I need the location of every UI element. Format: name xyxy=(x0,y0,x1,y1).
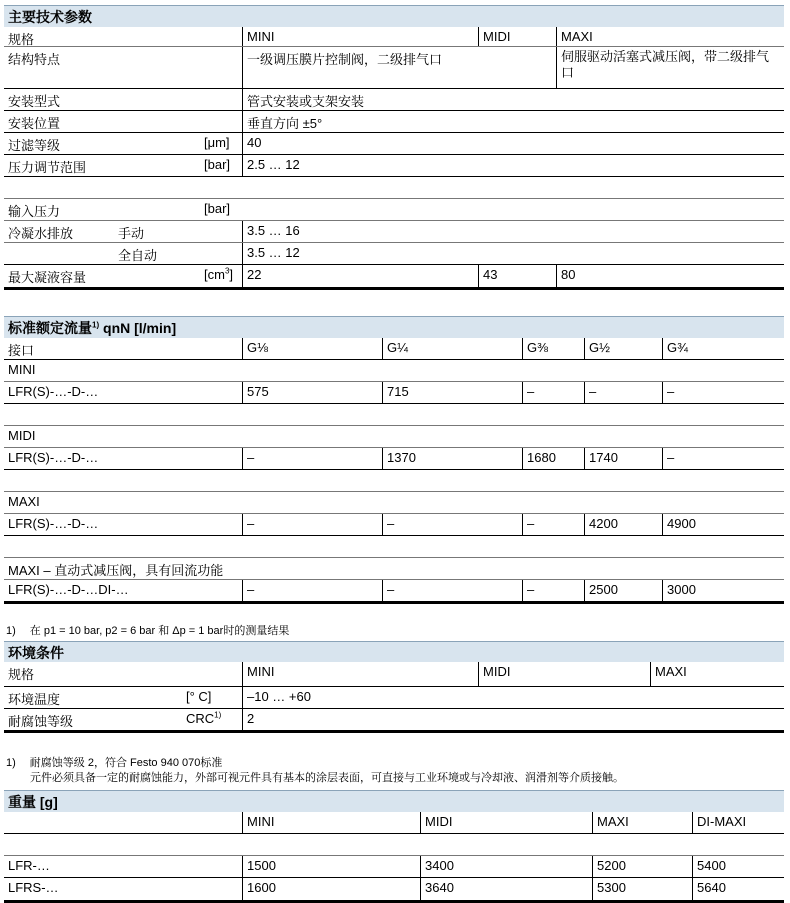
weight-value: 5640 xyxy=(692,878,784,900)
max-condensate-unit: $[cm^3]$ xyxy=(204,266,234,282)
weight-value: 1500 xyxy=(242,856,420,877)
flow-value: 575 xyxy=(242,382,382,403)
flow-value: 3000 xyxy=(662,580,784,601)
max-condensate-label: 最大凝液容量 xyxy=(8,270,87,285)
crc-row xyxy=(4,709,784,733)
input-pressure-label: 输入压力 xyxy=(8,204,61,219)
col-midi: MIDI xyxy=(478,662,650,686)
group-title: MIDI xyxy=(8,428,36,443)
env-footnote: 1) 耐腐蚀等级 2，符合 Festo 940 070标准 元件必须具备一定的耐腐蚀能力，外部可视元件具有基本的涂层表面，可直接与工业环境或与冷却液、润滑剂等介质接触。 xyxy=(6,757,624,784)
condensate-auto-row xyxy=(4,243,784,265)
flow-value: 1740 xyxy=(584,448,662,469)
col-port: 接口 xyxy=(8,343,35,358)
filter-value: 40 xyxy=(242,133,784,154)
col-g14: G¼ xyxy=(382,338,522,359)
col-mini: MINI xyxy=(242,812,420,833)
temp-label: 环境温度 xyxy=(8,692,61,707)
col-mini: MINI xyxy=(242,662,478,686)
flow-row-maxi-di xyxy=(4,580,784,604)
flow-table xyxy=(4,316,784,604)
flow-value: 2500 xyxy=(584,580,662,601)
flow-value: – xyxy=(662,448,784,469)
mount-type-row xyxy=(4,89,784,111)
weight-spacer xyxy=(4,834,784,856)
max-value-mini: 22 xyxy=(242,265,478,287)
pressure-unit: [bar] xyxy=(204,157,231,172)
mount-pos-label: 安装位置 xyxy=(8,116,61,131)
structure-value: 一级调压膜片控制阀，二级排气口 xyxy=(242,47,556,88)
weight-table xyxy=(4,790,784,903)
flow-value: – xyxy=(584,382,662,403)
flow-value: – xyxy=(242,514,382,535)
temp-unit: [° C] xyxy=(186,689,212,704)
mount-type-value: 管式安装或支架安装 xyxy=(242,89,784,110)
flow-value: – xyxy=(382,580,522,601)
max-value-midi: 43 xyxy=(478,265,556,287)
manual-label: 手动 xyxy=(118,226,145,241)
tech-params-header: 主要技术参数 xyxy=(4,5,784,27)
model-code: LFR(S)-…-D-… xyxy=(8,384,99,399)
col-di-maxi: DI-MAXI xyxy=(692,812,784,833)
temp-value: –10 … +60 xyxy=(242,687,784,708)
flow-value: – xyxy=(242,448,382,469)
col-g34: G¾ xyxy=(662,338,784,359)
flow-value: – xyxy=(522,514,584,535)
group-title: MAXI xyxy=(8,494,40,509)
tech-col-header-row xyxy=(4,27,784,47)
max-condensate-row xyxy=(4,265,784,290)
mount-pos-value: 垂直方向 ±5° xyxy=(242,111,784,132)
flow-footnote: 1) 在 p1 = 10 bar, p2 = 6 bar 和 Δp = 1 bar时的测量结果 xyxy=(6,625,290,637)
col-midi: MIDI xyxy=(478,27,556,46)
spacer-row xyxy=(4,177,784,199)
filter-label: 过滤等级 xyxy=(8,138,61,153)
col-maxi: MAXI xyxy=(650,662,784,686)
filter-unit: [μm] xyxy=(204,135,230,150)
flow-group-title-midi xyxy=(4,426,784,448)
col-g12: G½ xyxy=(584,338,662,359)
flow-row-mini xyxy=(4,382,784,404)
flow-group-title-maxi xyxy=(4,492,784,514)
structure-maxi-value: 伺服驱动活塞式减压阀，带二级排气口 xyxy=(556,47,784,88)
model-code: LFR(S)-…-D-… xyxy=(8,516,99,531)
flow-value: – xyxy=(382,514,522,535)
col-maxi: MAXI xyxy=(556,27,784,46)
crc-value: 2 xyxy=(242,709,784,730)
structure-row xyxy=(4,47,784,89)
structure-label: 结构特点 xyxy=(8,52,61,67)
flow-group-title-mini xyxy=(4,360,784,382)
model-code: LFR(S)-…-D-…DI-… xyxy=(8,582,129,597)
col-midi: MIDI xyxy=(420,812,592,833)
temp-row xyxy=(4,687,784,709)
flow-value: – xyxy=(662,382,784,403)
model-code: LFR(S)-…-D-… xyxy=(8,450,99,465)
model-code: LFR-… xyxy=(8,858,50,873)
pressure-row xyxy=(4,155,784,177)
pressure-value: 2.5 … 12 xyxy=(242,155,784,176)
flow-value: – xyxy=(522,382,584,403)
flow-group-title-maxi-di xyxy=(4,558,784,580)
model-code: LFRS-… xyxy=(8,880,59,895)
weight-col-header-row xyxy=(4,812,784,834)
filter-row xyxy=(4,133,784,155)
weight-value: 1600 xyxy=(242,878,420,900)
mount-type-label: 安装型式 xyxy=(8,94,61,109)
col-maxi: MAXI xyxy=(592,812,692,833)
col-model xyxy=(4,812,242,833)
flow-col-header-row xyxy=(4,338,784,360)
mount-pos-row xyxy=(4,111,784,133)
col-g18: G⅛ xyxy=(242,338,382,359)
flow-spacer xyxy=(4,536,784,558)
flow-value: – xyxy=(522,580,584,601)
group-title: MAXI – 直动式减压阀，具有回流功能 xyxy=(8,563,224,578)
flow-row-maxi xyxy=(4,514,784,536)
flow-header: 标准额定流量$^{1)}$ qnN [l/min] xyxy=(4,316,784,338)
flow-value: 715 xyxy=(382,382,522,403)
weight-value: 5300 xyxy=(592,878,692,900)
flow-spacer xyxy=(4,404,784,426)
crc-label: 耐腐蚀等级 xyxy=(8,714,74,729)
env-col-header-row xyxy=(4,662,784,687)
col-mini: MINI xyxy=(242,27,478,46)
auto-value: 3.5 … 12 xyxy=(242,243,784,264)
tech-params-table xyxy=(4,5,784,290)
env-header: 环境条件 xyxy=(4,641,784,662)
col-spec: 规格 xyxy=(8,667,35,682)
pressure-label: 压力调节范围 xyxy=(8,160,87,175)
weight-value: 3400 xyxy=(420,856,592,877)
weight-value: 5400 xyxy=(692,856,784,877)
flow-value: – xyxy=(242,580,382,601)
flow-value: 4200 xyxy=(584,514,662,535)
weight-row-lfr xyxy=(4,856,784,878)
col-g38: G⅜ xyxy=(522,338,584,359)
condensate-label: 冷凝水排放 xyxy=(8,226,74,241)
flow-value: 4900 xyxy=(662,514,784,535)
manual-value: 3.5 … 16 xyxy=(242,221,784,242)
weight-value: 3640 xyxy=(420,878,592,900)
input-pressure-unit: [bar] xyxy=(204,201,231,216)
flow-spacer xyxy=(4,470,784,492)
weight-header: 重量 [g] xyxy=(4,790,784,812)
crc-unit: CRC$^{1)}$ xyxy=(186,710,222,726)
condensate-manual-row xyxy=(4,221,784,243)
input-pressure-row xyxy=(4,199,784,221)
max-value-maxi: 80 xyxy=(556,265,784,287)
flow-value: 1370 xyxy=(382,448,522,469)
group-title: MINI xyxy=(8,362,36,377)
env-table xyxy=(4,641,784,733)
col-spec: 规格 xyxy=(8,32,35,47)
weight-value: 5200 xyxy=(592,856,692,877)
flow-value: 1680 xyxy=(522,448,584,469)
auto-label: 全自动 xyxy=(118,248,158,263)
flow-row-midi xyxy=(4,448,784,470)
